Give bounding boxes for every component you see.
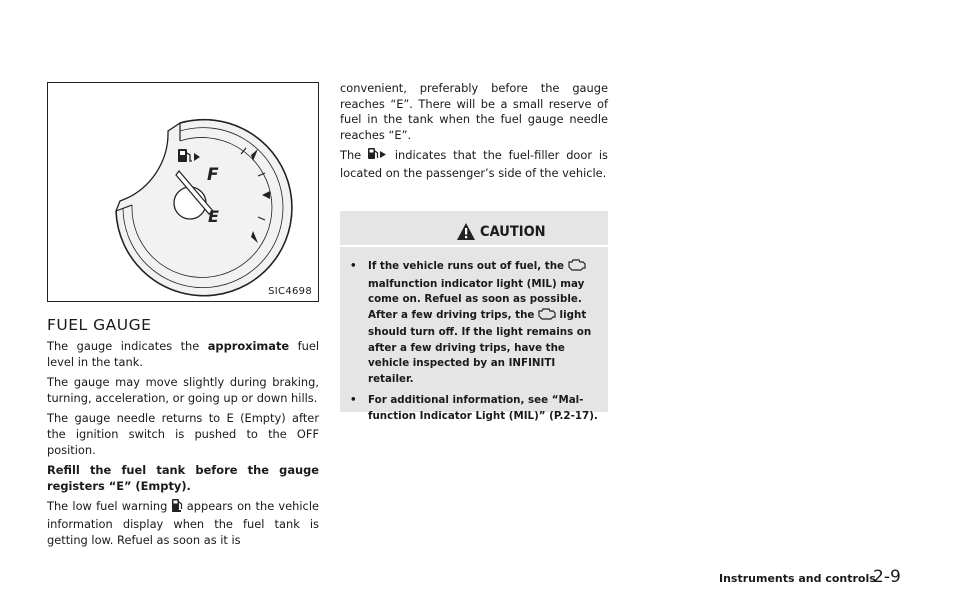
left-text-column xyxy=(47,339,319,548)
engine-check-icon xyxy=(568,259,586,277)
right-text-column xyxy=(340,81,608,182)
low-fuel-warning-icon xyxy=(172,499,183,517)
bullet-icon: • xyxy=(350,394,357,406)
paragraph-3: The gauge needle returns to E (Empty) after the ignition switch is pushed to the OFF position. xyxy=(47,411,319,457)
fuel-gauge-figure xyxy=(47,82,319,302)
paragraph-2: The gauge may move slightly during braking, turning, acceleration, or going up or down hills. xyxy=(47,375,319,405)
page-number: 2-9 xyxy=(873,567,901,587)
paragraph-6: convenient, preferably before the gauge reaches “E”. There will be a small reserve of fuel in the tank when the fuel gauge needle reaches “E”. xyxy=(340,81,608,142)
caution-header xyxy=(340,211,608,247)
figure-code: SIC4698 xyxy=(268,286,312,297)
gauge-empty-label: E xyxy=(208,207,219,226)
caution-list xyxy=(348,259,600,430)
engine-check-icon xyxy=(538,308,556,326)
fuel-gauge-illustration xyxy=(48,83,320,303)
paragraph-4-bold: Refill the fuel tank before the gauge registers “E” (Empty). xyxy=(47,463,319,493)
paragraph-5: The low fuel warning appears on the vehicle information display when the fuel tank is getting low. Refuel as soon as it is xyxy=(47,499,319,547)
caution-title: CAUTION xyxy=(480,224,546,240)
paragraph-7: The indicates that the fuel-filler door is located on the passenger’s side of the vehicle. xyxy=(340,148,608,180)
section-heading: FUEL GAUGE xyxy=(47,316,152,334)
fuel-filler-side-icon xyxy=(368,148,388,166)
gauge-full-label: F xyxy=(207,165,219,185)
paragraph-1: The gauge indicates the approximate fuel level in the tank. xyxy=(47,339,319,369)
bullet-icon: • xyxy=(350,260,357,272)
caution-item: • For additional information, see “Mal-function Indicator Light (MIL)” (P.2-17). xyxy=(350,394,598,422)
footer-section-title: Instruments and controls xyxy=(719,572,876,585)
caution-box xyxy=(340,211,608,422)
caution-item: • If the vehicle runs out of fuel, the malfunction indicator light (MIL) may come on. Refuel as soon as possible. After a few driving trips, the light should turn off. If the light remains on after a few driving trips, have the vehicle inspected by an INFINITI retailer. xyxy=(350,260,592,385)
warning-triangle-icon xyxy=(457,223,475,240)
